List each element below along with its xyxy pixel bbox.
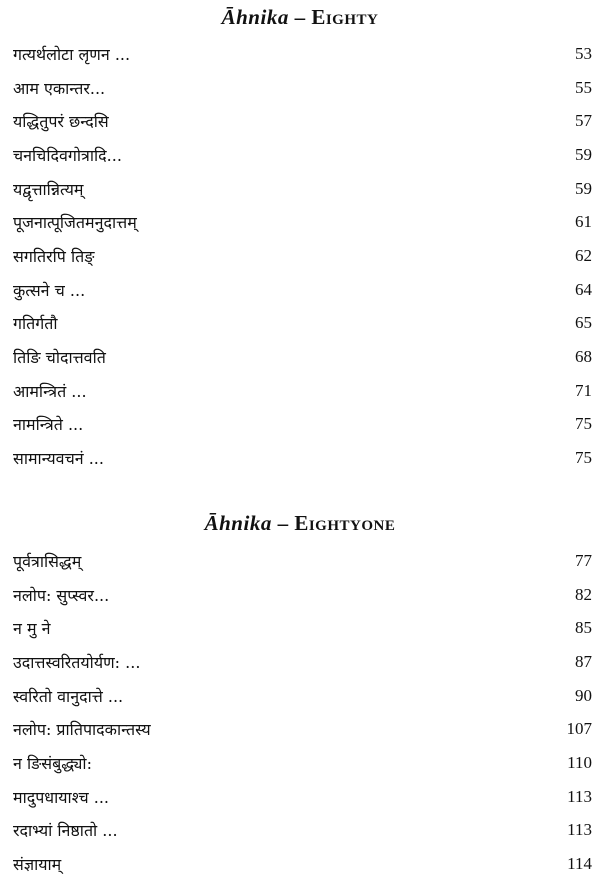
entry-text: न मु ने [13,619,51,639]
entry-text: न ङिसंबुद्ध्यो: [13,753,92,773]
entry-text: यद्धितुपरं छन्दसि [13,112,109,132]
list-item [0,441,600,475]
heading-dash: – [277,511,289,535]
entry-list [0,544,600,881]
section-ahnika-eightyone [0,506,600,881]
entry-page-number: 53 [575,43,592,63]
heading-number: Eightyone [294,511,396,535]
list-item [0,645,600,679]
entry-text: सगतिरपि तिङ् [13,246,95,266]
entry-text: संज्ञायाम् [13,855,62,875]
section-heading [0,506,600,540]
heading-dash: – [294,5,306,29]
list-item [0,104,600,138]
entry-page-number: 61 [575,212,592,232]
entry-text: पूर्वत्रासिद्धम् [13,551,82,571]
entry-page-number: 77 [575,550,592,570]
entry-text: सामान्यवचनं ... [13,449,104,469]
entry-page-number: 71 [575,380,592,400]
list-item [0,611,600,645]
list-item [0,138,600,172]
entry-page-number: 68 [575,347,592,367]
entry-page-number: 87 [575,651,592,671]
list-item [0,712,600,746]
entry-text: रदाभ्यां निष्ठातो ... [13,821,118,841]
entry-page-number: 62 [575,245,592,265]
list-item [0,205,600,239]
entry-page-number: 107 [566,719,592,739]
list-item [0,239,600,273]
entry-text: पूजनात्पूजितमनुदात्तम् [13,213,137,233]
section-heading [0,0,600,34]
list-item [0,71,600,105]
list-item [0,307,600,341]
entry-page-number: 75 [575,448,592,468]
list-item [0,746,600,780]
entry-page-number: 113 [567,786,592,806]
list-item [0,408,600,442]
entry-page-number: 75 [575,414,592,434]
heading-title: Āhnika [221,5,289,29]
entry-page-number: 65 [575,313,592,333]
entry-text: गत्यर्थलोटा लृणन ... [13,44,131,64]
entry-page-number: 90 [575,685,592,705]
entry-page-number: 57 [575,111,592,131]
entry-text: आम एकान्तर... [13,78,106,98]
heading-number: Eighty [311,5,379,29]
list-item [0,814,600,848]
list-item [0,847,600,881]
entry-text: स्वरितो वानुदात्ते ... [13,686,124,706]
entry-page-number: 82 [575,584,592,604]
entry-page-number: 59 [575,178,592,198]
entry-text: यद्वृत्तान्नित्यम् [13,179,84,199]
entry-text: चनचिदिवगोत्रादि... [13,145,122,165]
entry-page-number: 64 [575,279,592,299]
entry-text: आमन्त्रितं ... [13,381,87,401]
entry-text: मादुपधायाश्च ... [13,787,110,807]
entry-page-number: 55 [575,77,592,97]
entry-text: तिङि चोदात्तवति [13,348,106,368]
entry-page-number: 114 [567,854,592,874]
heading-title: Āhnika [204,511,272,535]
entry-page-number: 85 [575,618,592,638]
entry-text: उदात्तस्वरितयोर्यण: ... [13,652,141,672]
entry-text: नलोप: सुप्स्वर... [13,585,110,605]
list-item [0,780,600,814]
list-item [0,172,600,206]
list-item [0,544,600,578]
entry-text: नामन्त्रिते ... [13,415,84,435]
list-item [0,679,600,713]
list-item [0,578,600,612]
entry-list [0,37,600,475]
list-item [0,273,600,307]
entry-text: नलोप: प्रातिपादकान्तस्य [13,720,151,740]
entry-page-number: 59 [575,144,592,164]
entry-page-number: 113 [567,820,592,840]
entry-page-number: 110 [567,752,592,772]
list-item [0,374,600,408]
entry-text: कुत्सने च ... [13,280,86,300]
list-item [0,340,600,374]
entry-text: गतिर्गतौ [13,314,58,334]
list-item [0,37,600,71]
